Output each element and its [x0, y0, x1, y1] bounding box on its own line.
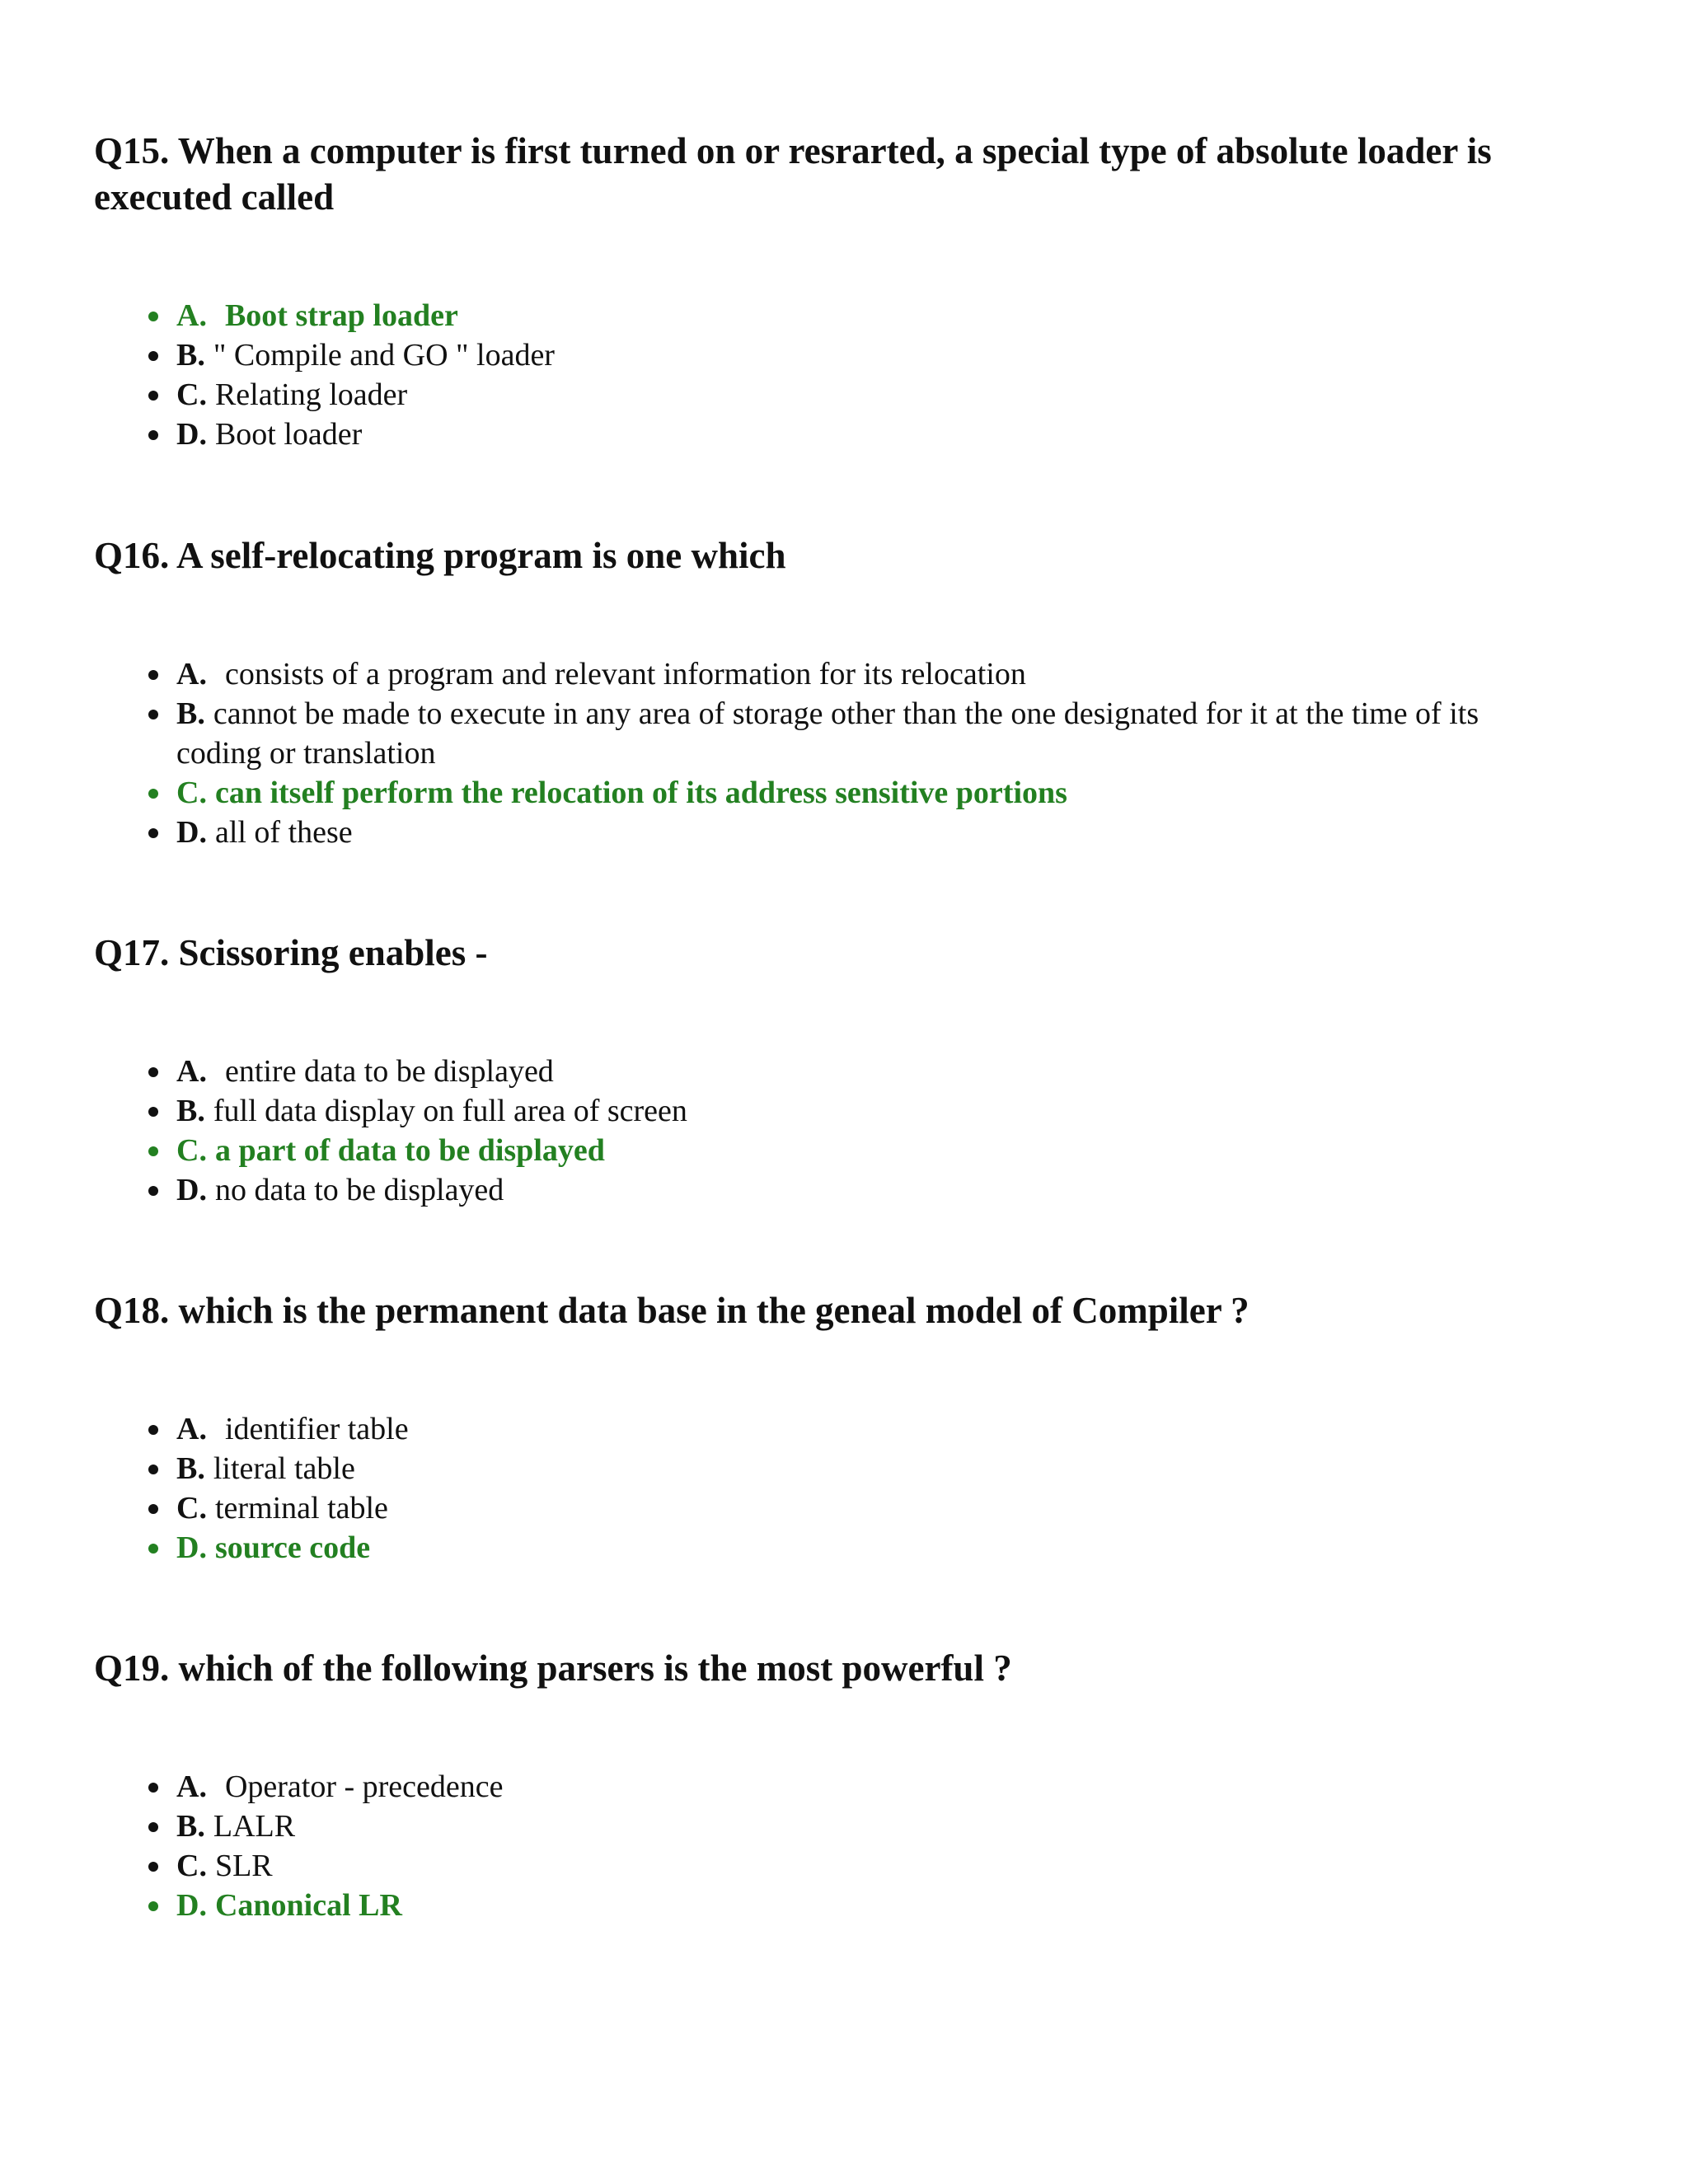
option-d-correct — [0, 1886, 1561, 1925]
option-letter: D. — [176, 1530, 207, 1565]
option-text: SLR — [214, 1849, 273, 1883]
option-text: can itself perform the relocation of its address sensitive portions — [214, 776, 1067, 810]
bullet-icon — [148, 312, 158, 321]
option-c-correct — [0, 1131, 1561, 1170]
option-letter: D. — [176, 1888, 207, 1923]
bullet-icon — [148, 670, 158, 680]
option-text: LALR — [213, 1809, 296, 1844]
option-b — [0, 1449, 1561, 1488]
option-text: identifier table — [224, 1412, 409, 1446]
bullet-icon — [148, 1822, 158, 1832]
option-text: terminal table — [214, 1491, 388, 1526]
option-text: Boot strap loader — [224, 298, 458, 333]
bullet-icon — [148, 430, 158, 440]
option-letter: C. — [176, 776, 207, 810]
bullet-icon — [148, 1425, 158, 1435]
option-b — [0, 694, 1561, 773]
bullet-icon — [148, 1504, 158, 1514]
bullet-icon — [148, 1862, 158, 1872]
option-a — [0, 1052, 1561, 1091]
bullet-icon — [148, 1544, 158, 1554]
option-text: a part of data to be displayed — [214, 1133, 605, 1168]
option-text: all of these — [214, 815, 353, 850]
bullet-icon — [148, 351, 158, 361]
option-letter: D. — [176, 815, 207, 850]
option-letter: C. — [176, 1849, 207, 1883]
options-list — [0, 1409, 1688, 1568]
option-text: Canonical LR — [214, 1888, 402, 1923]
option-b — [0, 1807, 1561, 1846]
bullet-icon — [148, 1067, 158, 1077]
option-text: source code — [214, 1530, 371, 1565]
question-title: Q18. which is the permanent data base in the geneal model of Compiler ? — [94, 1290, 1250, 1331]
option-letter: B. — [176, 338, 205, 373]
option-d-correct — [0, 1528, 1561, 1568]
option-letter: B. — [176, 1451, 205, 1486]
option-text: entire data to be displayed — [224, 1054, 554, 1089]
bullet-icon — [148, 710, 158, 719]
bullet-icon — [148, 1186, 158, 1196]
option-text: full data display on full area of screen — [213, 1094, 687, 1128]
bullet-icon — [148, 828, 158, 838]
option-b — [0, 1091, 1561, 1131]
option-d — [0, 415, 1561, 454]
option-letter: B. — [176, 1809, 205, 1844]
options-list — [0, 296, 1688, 454]
option-b — [0, 335, 1561, 375]
bullet-icon — [148, 1465, 158, 1474]
options-list — [0, 1767, 1688, 1925]
option-letter: C. — [176, 1491, 207, 1526]
bullet-icon — [148, 1783, 158, 1793]
option-letter: A. — [176, 1769, 207, 1804]
option-letter: A. — [176, 298, 207, 333]
option-letter: C. — [176, 377, 207, 412]
bullet-icon — [148, 789, 158, 799]
option-letter: D. — [176, 1173, 207, 1207]
option-c-correct — [0, 773, 1561, 813]
option-text: Operator - precedence — [224, 1769, 504, 1804]
option-a — [0, 1767, 1561, 1807]
bullet-icon — [148, 1901, 158, 1911]
option-a — [0, 654, 1561, 694]
option-a-correct — [0, 296, 1561, 335]
option-a — [0, 1409, 1561, 1449]
option-letter: D. — [176, 417, 207, 452]
option-letter: A. — [176, 1054, 207, 1089]
option-letter: A. — [176, 657, 207, 691]
option-letter: A. — [176, 1412, 207, 1446]
option-text: no data to be displayed — [214, 1173, 504, 1207]
bullet-icon — [148, 1146, 158, 1156]
question-title: Q17. Scissoring enables - — [94, 932, 488, 973]
option-text: consists of a program and relevant information for its relocation — [224, 657, 1026, 691]
option-c — [0, 375, 1561, 415]
option-letter: B. — [176, 1094, 205, 1128]
option-letter: C. — [176, 1133, 207, 1168]
question-title: Q15. When a computer is first turned on or resrarted, a special type of absolute loader is executed called — [94, 130, 1492, 218]
option-c — [0, 1846, 1561, 1886]
bullet-icon — [148, 1107, 158, 1117]
option-text: literal table — [213, 1451, 355, 1486]
option-d — [0, 1170, 1561, 1210]
option-text: cannot be made to execute in any area of storage other than the one designated for it at the time of its coding or translation — [176, 696, 1479, 771]
question-title: Q19. which of the following parsers is the most powerful ? — [94, 1647, 1012, 1689]
bullet-icon — [148, 391, 158, 401]
option-letter: B. — [176, 696, 205, 731]
option-text: Boot loader — [214, 417, 363, 452]
option-text: Relating loader — [214, 377, 408, 412]
option-c — [0, 1488, 1561, 1528]
options-list — [0, 1052, 1688, 1210]
question-title: Q16. A self-relocating program is one which — [94, 535, 786, 576]
option-text: " Compile and GO " loader — [213, 338, 555, 373]
options-list — [0, 654, 1688, 852]
option-d — [0, 813, 1561, 852]
